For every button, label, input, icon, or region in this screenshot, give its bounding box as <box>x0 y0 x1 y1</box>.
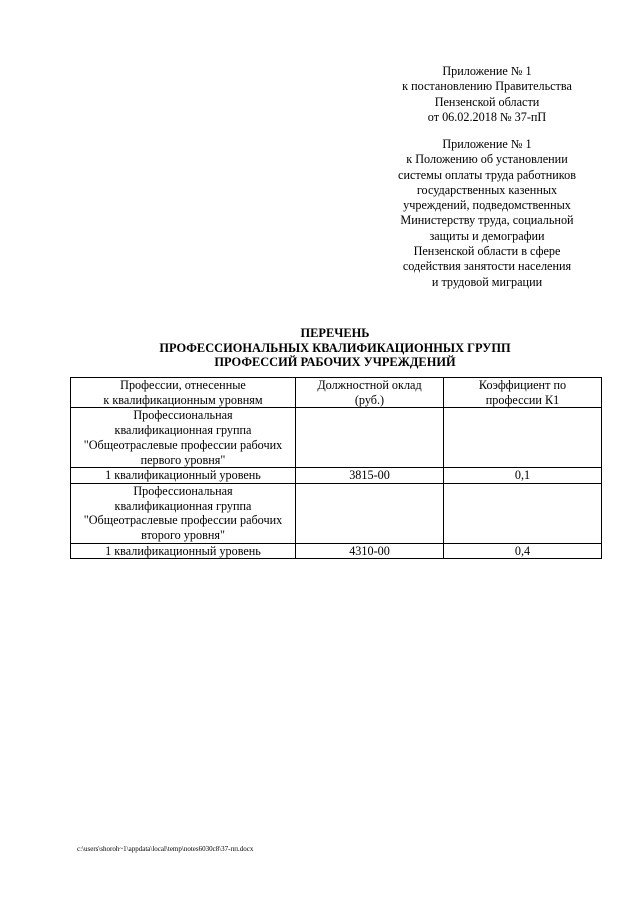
group-name-line: второго уровня" <box>141 528 225 543</box>
annex-2-line: учреждений, подведомственных <box>403 198 571 213</box>
group-name-cell <box>71 483 296 543</box>
header-text: к квалификационным уровням <box>103 392 263 407</box>
empty-cell <box>444 408 602 468</box>
title-line: ПЕРЕЧЕНЬ <box>300 326 370 340</box>
document-title <box>70 326 600 370</box>
qualification-groups-table <box>70 377 602 559</box>
table-row-level <box>71 468 602 484</box>
annex-2-line: к Положению об установлении <box>406 152 568 167</box>
level-cell: 1 квалификационный уровень <box>71 468 296 484</box>
file-path-footer: c:\users\shoroh~1\appdata\local\temp\notes6030c8\37-пп.docx <box>77 845 254 853</box>
annex-2-block <box>378 137 596 290</box>
table-header-row <box>71 378 602 408</box>
table-row-group <box>71 408 602 468</box>
annex-2-line: системы оплаты труда работников <box>398 167 576 182</box>
annex-2-line: Приложение № 1 <box>442 137 532 151</box>
level-cell: 1 квалификационный уровень <box>71 543 296 559</box>
header-text: Должностной оклад <box>317 378 422 392</box>
header-salary <box>296 378 444 408</box>
table-row-level <box>71 543 602 559</box>
salary-cell: 4310-00 <box>296 543 444 559</box>
empty-cell <box>296 408 444 468</box>
annex-2-line: и трудовой миграции <box>431 274 543 289</box>
empty-cell <box>296 483 444 543</box>
header-text: (руб.) <box>354 392 385 407</box>
coefficient-cell: 0,1 <box>444 468 602 484</box>
group-name-line: Профессиональная <box>133 483 233 498</box>
empty-cell <box>444 483 602 543</box>
coefficient-cell: 0,4 <box>444 543 602 559</box>
annex-2-line: Министерству труда, социальной <box>400 213 574 228</box>
group-name-line: квалификационная группа <box>114 423 252 438</box>
group-name-line: квалификационная группа <box>114 498 252 513</box>
annex-1-line: Пензенской области <box>434 94 540 109</box>
annex-1-line: Приложение № 1 <box>442 64 532 78</box>
annex-1-block <box>378 64 596 125</box>
header-text: профессии К1 <box>485 392 560 407</box>
group-name-line: Профессиональная <box>133 408 233 423</box>
annex-2-line: содействия занятости населения <box>402 259 572 274</box>
annex-1-line: к постановлению Правительства <box>402 79 572 94</box>
annex-2-line: защиты и демографии <box>429 228 545 243</box>
header-text: Коэффициент по <box>478 378 567 392</box>
group-name-line: "Общеотраслевые профессии рабочих <box>83 437 283 452</box>
annex-1-line: от 06.02.2018 № 37-пП <box>427 109 547 124</box>
title-line: ПРОФЕССИЙ РАБОЧИХ УЧРЕЖДЕНИЙ <box>214 355 456 370</box>
header-coefficient <box>444 378 602 408</box>
title-line: ПРОФЕССИОНАЛЬНЫХ КВАЛИФИКАЦИОННЫХ ГРУПП <box>159 340 511 355</box>
header-text: Профессии, отнесенные <box>120 378 246 392</box>
annex-2-line: Пензенской области в сфере <box>413 244 561 259</box>
annex-2-line: государственных казенных <box>416 182 558 197</box>
salary-cell: 3815-00 <box>296 468 444 484</box>
group-name-line: "Общеотраслевые профессии рабочих <box>83 513 283 528</box>
header-professions <box>71 378 296 408</box>
group-name-line: первого уровня" <box>140 452 226 467</box>
table-row-group <box>71 483 602 543</box>
group-name-cell <box>71 408 296 468</box>
